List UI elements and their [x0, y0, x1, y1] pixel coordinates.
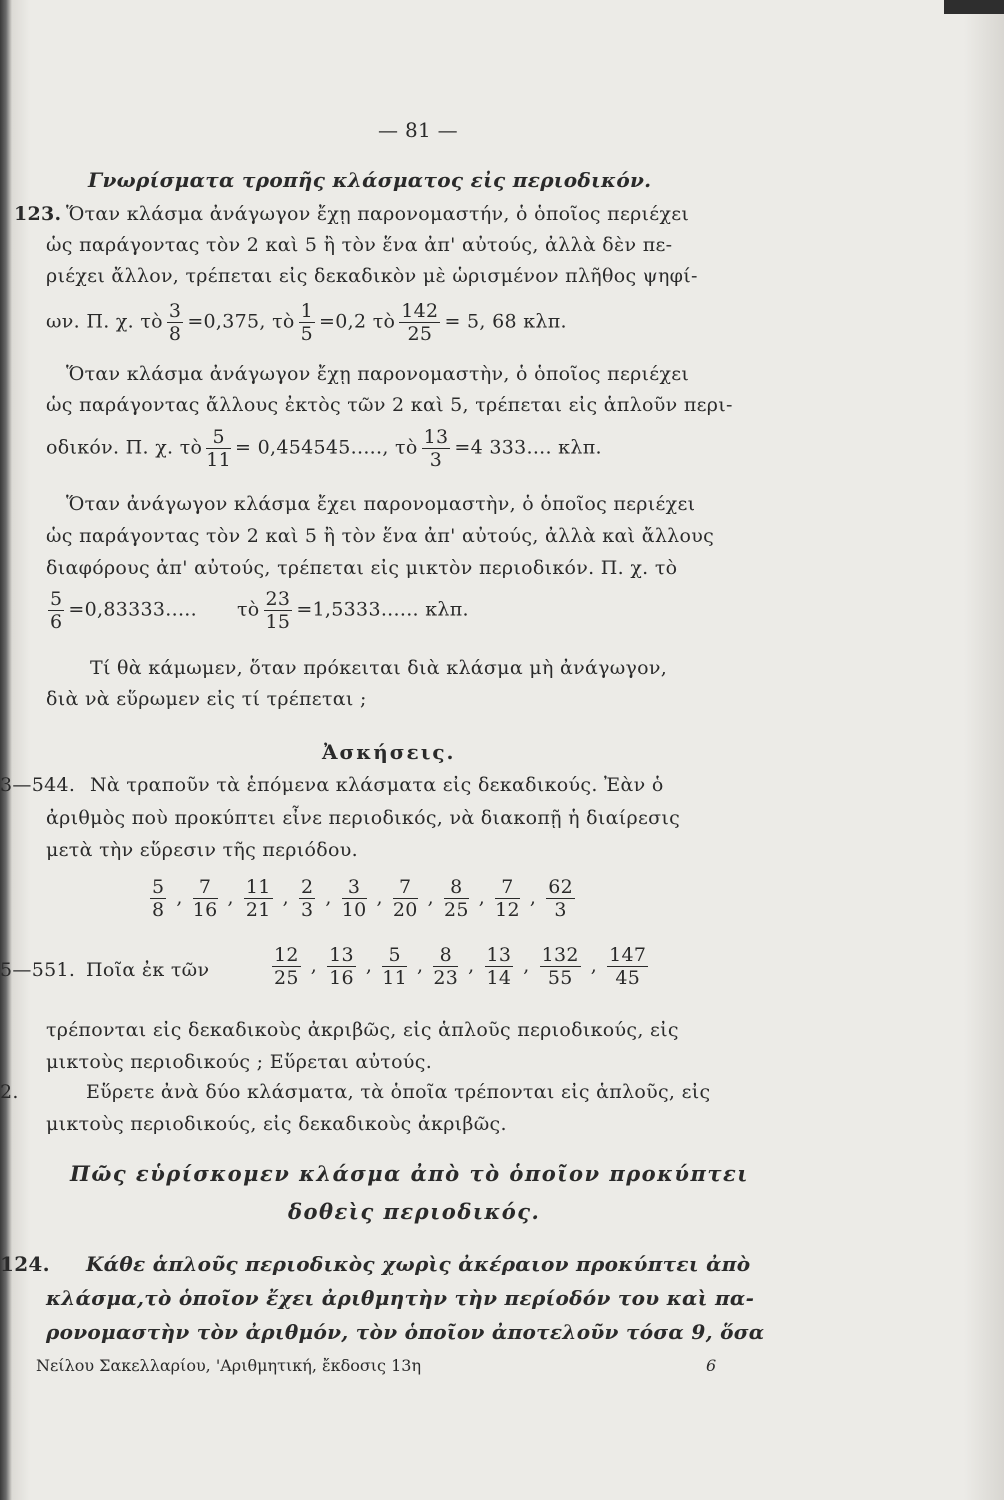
fraction — [495, 876, 520, 921]
separator-comma: , — [227, 886, 234, 909]
p123-line-4: ων. Π. χ. τὸ $\frac{3}{8}$ =0,375, τὸ $\frac{1}{5}$ =0,2 τὸ $\frac{142}{25}$ = 5, 68 κλπ. — [46, 300, 567, 345]
fraction — [272, 944, 301, 989]
numerator: 13 — [486, 944, 512, 966]
separator-comma: , — [468, 954, 475, 977]
separator-comma: , — [427, 886, 434, 909]
numerator: 3 — [342, 876, 367, 899]
denominator: 14 — [486, 967, 512, 989]
p123-line-2: ὡς παράγοντας τὸν 2 καὶ 5 ἢ τὸν ἕνα ἀπ' αὐτούς, ἀλλὰ δὲν πε- — [46, 234, 673, 256]
ex544-fraction-list — [140, 876, 585, 921]
numerator: 8 — [444, 876, 469, 899]
fraction — [150, 876, 166, 921]
fraction: $\frac{13}{3}$ — [423, 426, 449, 471]
fraction — [485, 944, 514, 989]
fraction: $\frac{142}{25}$ — [401, 300, 439, 345]
p124-line-3: ρονομαστὴν τὸν ἀριθμόν, τὸν ὁποῖον ἀποτελοῦν τόσα 9, ὅσα — [46, 1320, 765, 1344]
page-number: — 81 — — [378, 118, 458, 142]
fraction — [546, 876, 575, 921]
ex551-line-3: μικτοὺς περιοδικούς ; Εὕρεται αὐτούς. — [46, 1051, 433, 1073]
p123-line-1: Ὅταν κλάσμα ἀνάγωγον ἔχῃ παρονομαστήν, ὁ ὁποῖος περιέχει — [66, 203, 690, 225]
footer-book-title: Νείλου Σακελλαρίου, 'Αριθμητική, ἔκδοσις 13η — [36, 1356, 422, 1375]
numerator: 13 — [329, 944, 354, 966]
numerator: 5 — [382, 944, 407, 967]
exercises-title: Ἀσκήσεις. — [322, 740, 456, 764]
fraction — [444, 876, 469, 921]
denominator: 25 — [443, 899, 469, 921]
p124-line-1: Κάθε ἁπλοῦς περιοδικὸς χωρὶς ἀκέραιον προκύπτει ἀπὸ — [86, 1252, 751, 1276]
p2-line-3: οδικόν. Π. χ. τὸ $\frac{5}{11}$ = 0,454545....., τὸ $\frac{13}{3}$ =4 333.... κλπ. — [46, 426, 602, 471]
separator-comma: , — [325, 886, 332, 909]
numerator: 7 — [193, 876, 218, 899]
p4-line-2: διὰ νὰ εὕρωμεν εἰς τί τρέπεται ; — [46, 688, 367, 710]
heading-periodic-signs: Γνωρίσματα τροπῆς κλάσματος εἰς περιοδικόν. — [88, 168, 652, 192]
fraction — [342, 876, 367, 921]
ex544-line-1: Νὰ τραποῦν τὰ ἑπόμενα κλάσματα εἰς δεκαδικούς. Ἐὰν ὁ — [90, 774, 664, 796]
fraction — [382, 944, 407, 989]
page-corner-shadow — [944, 0, 1004, 14]
fraction: $\frac{5}{6}$ — [50, 588, 63, 633]
exercise-number-2: 2. — [0, 1081, 19, 1103]
separator-comma: , — [417, 954, 424, 977]
numerator: 2 — [300, 876, 314, 898]
numerator: 11 — [245, 876, 271, 898]
footer-signature: 6 — [706, 1356, 717, 1375]
separator-comma: , — [365, 954, 373, 977]
numerator: 132 — [541, 944, 579, 966]
p3-line-1: Ὅταν ἀνάγωγον κλάσμα ἔχει παρονομαστὴν, ὁ ὁποῖος περιέχει — [66, 493, 696, 515]
fraction — [244, 876, 273, 921]
p123-line-3: ριέχει ἄλλον, τρέπεται εἰς δεκαδικὸν μὲ ὡρισμένον πλῆθος ψηφί- — [46, 265, 698, 287]
p4-line-1: Τί θὰ κάμωμεν, ὅταν πρόκειται διὰ κλάσμα μὴ ἀνάγωγον, — [90, 657, 668, 679]
fraction — [193, 876, 218, 921]
denominator: 8 — [152, 899, 165, 921]
denominator: 16 — [192, 899, 218, 921]
separator-comma: , — [176, 886, 183, 909]
numerator: 7 — [393, 876, 418, 899]
fraction — [393, 876, 418, 921]
denominator: 45 — [615, 967, 641, 989]
numerator: 62 — [548, 876, 573, 898]
fraction — [299, 876, 315, 921]
separator-comma: , — [310, 954, 318, 977]
ex544-line-3: μετὰ τὴν εὕρεσιν τῆς περιόδου. — [46, 839, 358, 861]
denominator: 3 — [300, 899, 314, 921]
fraction: $\frac{1}{5}$ — [300, 300, 314, 345]
denominator: 11 — [382, 967, 408, 989]
denominator: 21 — [245, 899, 271, 921]
p2-line-1: Ὅταν κλάσμα ἀνάγωγον ἔχῃ παρονομαστὴν, ὁ ὁποῖος περιέχει — [66, 363, 690, 385]
heading-find-fraction: Πῶς εὑρίσκομεν κλάσμα ἀπὸ τὸ ὁποῖον προκύπτει — [70, 1161, 749, 1186]
exercise-number-544: 3—544. — [0, 774, 76, 796]
numerator: 12 — [274, 944, 299, 966]
separator-comma: , — [376, 886, 383, 909]
ex551-line-2: τρέπονται εἰς δεκαδικοὺς ἀκριβῶς, εἰς ἁπλοῦς περιοδικούς, εἰς — [46, 1019, 679, 1041]
numerator: 147 — [609, 944, 647, 966]
p3-line-3: διαφόρους ἀπ' αὐτούς, τρέπεται εἰς μικτὸν περιοδικόν. Π. χ. τὸ — [46, 557, 678, 579]
p3-line-2: ὡς παράγοντας τὸν 2 καὶ 5 ἢ τὸν ἕνα ἀπ' αὐτούς, ἀλλὰ καὶ ἄλλους — [46, 525, 715, 547]
numerator: 5 — [152, 876, 165, 898]
fraction — [433, 944, 458, 989]
denominator: 16 — [329, 967, 354, 989]
heading-find-fraction-2: δοθεὶς περιοδικός. — [288, 1199, 541, 1224]
numerator: 8 — [433, 944, 458, 967]
fraction: $\frac{3}{8}$ — [168, 300, 182, 345]
p3-line-4: $\frac{5}{6}$ =0,83333..... τὸ $\frac{23}{15}$ =1,5333...... κλπ. — [50, 588, 469, 633]
exercise-number-551: 5—551. — [0, 959, 76, 981]
ex551-lead: Ποῖα ἐκ τῶν — [86, 959, 210, 981]
section-number-123: 123. — [14, 203, 62, 225]
separator-comma: , — [590, 954, 598, 977]
ex2-line-2: μικτοὺς περιοδικούς, εἰς δεκαδικοὺς ἀκριβῶς. — [46, 1113, 507, 1135]
denominator: 20 — [392, 899, 418, 921]
separator-comma: , — [523, 954, 530, 977]
fraction: $\frac{5}{11}$ — [206, 426, 232, 471]
separator-comma: , — [282, 886, 289, 909]
denominator: 3 — [554, 899, 567, 921]
section-number-124: 124. — [0, 1252, 50, 1276]
separator-comma: , — [478, 886, 486, 909]
separator-comma: , — [529, 886, 537, 909]
ex2-line-1: Εὕρετε ἀνὰ δύο κλάσματα, τὰ ὁποῖα τρέπονται εἰς ἁπλοῦς, εἰς — [86, 1081, 711, 1103]
denominator: 12 — [495, 899, 520, 921]
fraction: $\frac{23}{15}$ — [265, 588, 291, 633]
fraction — [540, 944, 581, 989]
fraction — [327, 944, 356, 989]
denominator: 25 — [274, 967, 299, 989]
p2-line-2: ὡς παράγοντας ἄλλους ἐκτὸς τῶν 2 καὶ 5, τρέπεται εἰς ἁπλοῦν περι- — [46, 394, 733, 416]
p124-line-2: κλάσμα,τὸ ὁποῖον ἔχει ἀριθμητὴν τὴν περίοδόν του καὶ πα- — [46, 1286, 755, 1310]
denominator: 23 — [433, 967, 459, 989]
ex551-fraction-list — [262, 944, 658, 989]
denominator: 10 — [341, 899, 367, 921]
denominator: 55 — [547, 967, 573, 989]
fraction — [607, 944, 648, 989]
numerator: 7 — [495, 876, 520, 899]
ex544-line-2: ἀριθμὸς ποὺ προκύπτει εἶνε περιοδικός, νὰ διακοπῇ ἡ διαίρεσις — [46, 807, 681, 829]
